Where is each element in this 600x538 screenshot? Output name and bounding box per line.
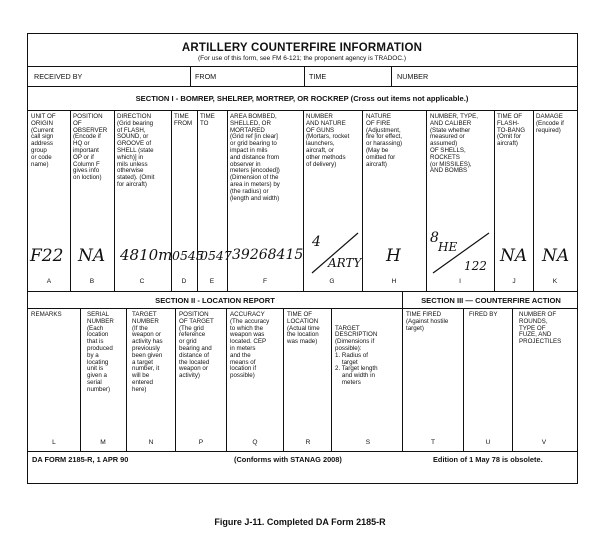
value-unit-of-origin: F22 (30, 246, 64, 266)
divider (126, 308, 127, 451)
divider (362, 110, 363, 291)
col-letter-i: I (459, 278, 461, 285)
col-letter-e: E (209, 278, 215, 285)
divider (28, 291, 577, 292)
header-flash-to-bang: TIME OF FLASH- TO-BANG (Omit for aircraft) (497, 113, 526, 148)
col-letter-k: K (552, 278, 558, 285)
header-serial-number: SERIAL NUMBER (Each location that is produced by a locating unit is given a serial number) (87, 311, 114, 393)
divider (402, 291, 403, 451)
value-direction: 4810m (120, 246, 173, 264)
header-time-from: TIME FROM (174, 113, 193, 127)
divider (494, 110, 495, 291)
divider (28, 86, 577, 87)
col-letter-c: C (139, 278, 145, 285)
divider (331, 308, 332, 451)
value-shells-caliber: 122 (464, 259, 487, 273)
col-letter-t: T (430, 439, 436, 446)
divider (512, 308, 513, 451)
header-target-description: TARGET DESCRIPTION (Dimensions if possible): 1. Radius of target 2. Target length and width in meters (335, 324, 378, 386)
section1-header: SECTION I - BOMREP, SHELREP, MORTREP, OR ROCKREP (Cross out items not applicable.) (135, 94, 469, 103)
value-damage: NA (542, 246, 570, 266)
col-letter-b: B (89, 278, 95, 285)
divider (28, 66, 577, 67)
from-label: FROM (195, 72, 217, 81)
value-guns-number: 4 (312, 234, 321, 250)
divider (283, 308, 284, 451)
value-flash-to-bang: NA (500, 246, 528, 266)
number-label: NUMBER (397, 72, 429, 81)
col-letter-n: N (148, 439, 154, 446)
time-label: TIME (309, 72, 327, 81)
divider (463, 308, 464, 451)
header-fired-by: FIRED BY (469, 311, 498, 318)
col-letter-f: F (262, 278, 268, 285)
header-time-to: TIME TO (200, 113, 215, 127)
divider (80, 308, 81, 451)
header-time-fired: TIME FIRED (Against hostile target) (406, 311, 449, 332)
value-area-bombed: 39268415 (232, 247, 304, 263)
col-letter-v: V (541, 439, 547, 446)
header-shells: NUMBER, TYPE, AND CALIBER (State whether measured or assumed) OF SHELLS, ROCKETS (or MISSILES), AND BOMBS (430, 113, 479, 175)
col-letter-r: R (305, 439, 311, 446)
header-position-of-target: POSITION OF TARGET (The grid reference or grid bearing and distance of the located weapon or activity) (179, 311, 214, 380)
value-shells-type: HE (438, 240, 458, 254)
col-letter-j: J (512, 278, 516, 285)
col-letter-h: H (391, 278, 397, 285)
col-letter-d: D (181, 278, 187, 285)
divider (197, 110, 198, 291)
header-position-of-observer: POSITION OF OBSERVER (Encode if HQ or important OP or if Column F gives info on loction) (73, 113, 108, 182)
stanag-note: (Conforms with STANAG 2008) (234, 455, 342, 464)
value-shells-number: 8 (430, 230, 439, 246)
da-form-2185r (27, 33, 578, 484)
col-letter-p: P (198, 439, 204, 446)
header-nature-of-fire: NATURE OF FIRE (Adjustment, fire for effect, or harassing) (May be omitted for aircraft) (366, 113, 403, 168)
header-target-number: TARGET NUMBER (If the weapon or activity has previously been given a target number, it will be entered here) (132, 311, 163, 393)
section3-header: SECTION III — COUNTERFIRE ACTION (421, 296, 561, 305)
form-number: DA FORM 2185-R, 1 APR 90 (32, 455, 129, 464)
header-number-nature-guns: NUMBER AND NATURE OF GUNS (Mortars, rocket launchers, aircraft, or other methods of delivery) (306, 113, 350, 168)
form-subtitle: (For use of this form, see FM 6-121; the proponent agency is TRADOC.) (198, 55, 406, 62)
col-letter-u: U (485, 439, 491, 446)
value-time-from: 0545 (172, 248, 204, 263)
header-unit-of-origin: UNIT OF ORIGIN (Current call sign address group or code name) (31, 113, 56, 168)
col-letter-s: S (365, 439, 371, 446)
col-letter-l: L (52, 439, 56, 446)
header-area-bombed: AREA BOMBED, SHELLED, OR MORTARED (Grid ref [in clear] or grid bearing to impact in mils and distance from observer in meters [encoded]) (Dimension of the area in meters) by (the radius) or (length and width) (230, 113, 280, 202)
col-letter-g: G (329, 278, 335, 285)
value-nature-of-fire: H (386, 246, 401, 266)
divider (70, 110, 71, 291)
header-number-of-rounds: NUMBER OF ROUNDS, TYPE OF FUZE, AND PROJECTILES (519, 311, 562, 346)
divider (175, 308, 176, 451)
divider (28, 451, 577, 452)
header-direction: DIRECTION (Grid bearing of FLASH, SOUND, or GROOVE of SHELL (state which)] in mils unless otherwise stated). (Omit for aircraft) (117, 113, 155, 188)
col-letter-a: A (46, 278, 52, 285)
value-time-to: 0547 (200, 248, 232, 263)
divider (227, 110, 228, 291)
divider (190, 66, 191, 86)
divider (114, 110, 115, 291)
header-remarks: REMARKS (31, 311, 62, 318)
col-letter-m: M (100, 439, 106, 446)
edition-note: Edition of 1 May 78 is obsolete. (433, 455, 543, 464)
divider (391, 66, 392, 86)
divider (304, 66, 305, 86)
divider (533, 110, 534, 291)
value-guns-nature: ARTY (328, 256, 362, 270)
divider (28, 308, 577, 309)
form-title: ARTILLERY COUNTERFIRE INFORMATION (181, 42, 423, 54)
header-damage: DAMAGE (Encode if required) (536, 113, 564, 134)
divider (226, 308, 227, 451)
value-position-of-observer: NA (78, 246, 106, 266)
received-by-label: RECEIVED BY (34, 72, 83, 81)
header-accuracy: ACCURACY (The accuracy to which the weapon was located. CEP in meters and the means of location if possible) (230, 311, 270, 380)
col-letter-q: Q (252, 439, 258, 446)
figure-caption: Figure J-11. Completed DA Form 2185-R (214, 517, 386, 527)
header-time-of-location: TIME OF LOCATION (Actual time the location was made) (287, 311, 320, 346)
section2-header: SECTION II - LOCATION REPORT (155, 296, 275, 305)
